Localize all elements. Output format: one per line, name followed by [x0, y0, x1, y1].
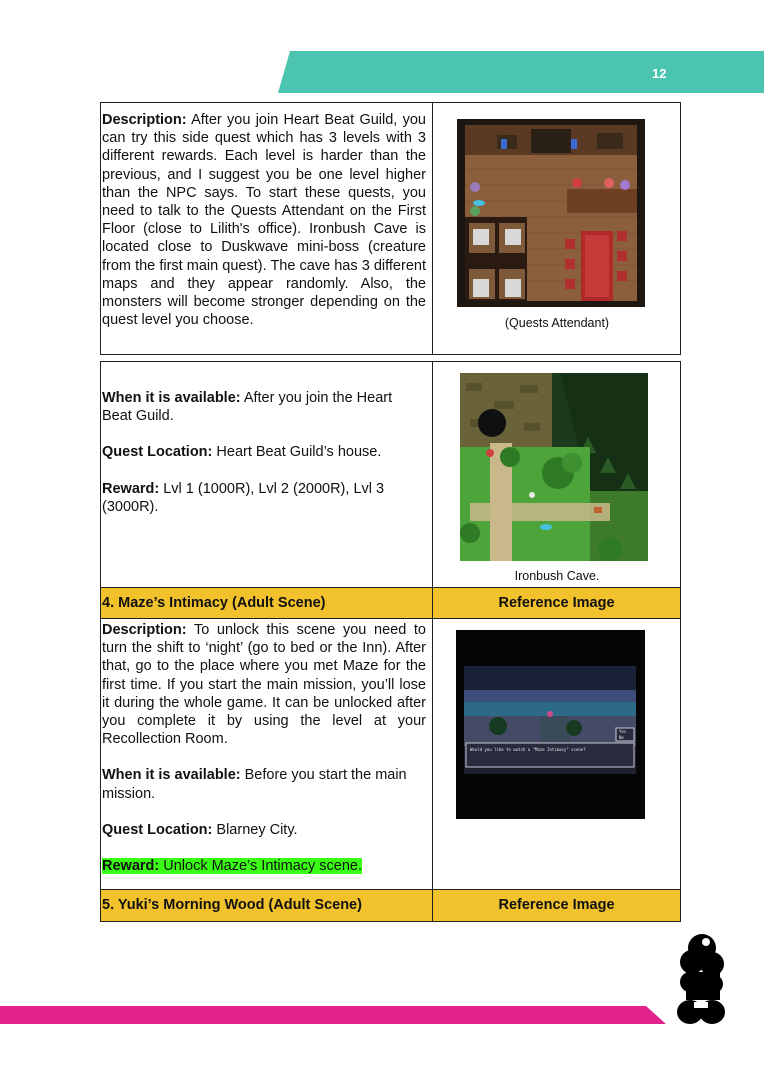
- page-header-banner: [278, 51, 764, 93]
- reward-text: Lvl 1 (1000R), Lvl 2 (2000R), Lvl 3 (3000R).: [102, 480, 385, 515]
- section-5-title: [101, 890, 432, 921]
- section-4-location-text: Blarney City.: [212, 821, 298, 838]
- reward-label: Reward:: [102, 480, 160, 497]
- when-available-line: [102, 389, 422, 425]
- table-row-divider: [100, 618, 681, 619]
- reward-line: [102, 480, 422, 516]
- section-4-available-label: When it is available:: [102, 767, 241, 784]
- section-4-title-text: 4. Maze’s Intimacy (Adult Scene): [102, 595, 326, 611]
- section-4-availability: [102, 766, 426, 802]
- table-divider: [432, 361, 433, 922]
- section-4-description-text: To unlock this scene you need to turn the shift to ‘night’ (go to bed or the Inn). After that, go to the place where you met Maze for the first time. If you start the main mission, you’ll lose it during the whole game. It can be unlocked after you complete it by using the level at your Recollection Room.: [102, 622, 426, 748]
- page-number: 12: [652, 66, 667, 81]
- availability-cell: [102, 389, 422, 516]
- section-4-reference-header: [433, 588, 680, 618]
- section-5-title-text: 5. Yuki’s Morning Wood (Adult Scene): [102, 897, 362, 913]
- quest-location-label: Quest Location:: [102, 444, 213, 461]
- section-4-details-cell: [102, 621, 426, 875]
- quests-attendant-screenshot: [457, 119, 645, 307]
- section-4-reward: [102, 857, 426, 875]
- when-available-label: When it is available:: [102, 390, 241, 406]
- description-text: After you join Heart Beat Guild, you can try this side quest which has 3 levels with 3 different rewards. Each level is harder than the previous, and I suggest you be one level higher than the NPC says. To start these quests, you need to talk to the Quests Attendant on the First Floor (close to Lilith's office). Ironbush Cave is located close to Duskwave mini-boss (creature from the first main quest). The cave has 3 different maps and they appear randomly. Also, the monsters will become stronger depending on the quest level you choose.: [102, 112, 426, 329]
- section-4-reward-text: Unlock Maze’s Intimacy scene.: [159, 858, 363, 875]
- section-5-reference-label: Reference Image: [498, 897, 615, 913]
- when-available-text: After you join the Heart Beat Guild.: [102, 390, 393, 425]
- page-footer-bar: [0, 1006, 666, 1024]
- section-4-reward-label: Reward:: [102, 858, 160, 875]
- ironbush-cave-caption: Ironbush Cave.: [514, 569, 600, 583]
- quest-location-text: Heart Beat Guild’s house.: [212, 444, 382, 461]
- section-4-location: [102, 821, 426, 839]
- maze-scene-screenshot: [456, 630, 645, 819]
- section-4-reference-label: Reference Image: [498, 595, 615, 611]
- section-4-title: [101, 588, 432, 618]
- ironbush-cave-screenshot: [460, 373, 648, 561]
- section-4-description-label: Description:: [102, 622, 187, 638]
- description-label: Description:: [102, 112, 187, 128]
- maze-choice-no: No: [619, 735, 624, 740]
- maze-dialog-text: Would you like to watch a "Maze Intimacy" scene?: [470, 747, 586, 752]
- section-5-reference-header: [433, 890, 680, 921]
- maze-choice-yes: Yes: [619, 729, 627, 734]
- description-cell: [102, 111, 426, 329]
- section-4-available-text: Before you start the main mission.: [102, 767, 407, 802]
- quests-attendant-caption: (Quests Attendant): [504, 316, 610, 330]
- section-4-description: [102, 621, 426, 748]
- section-4-location-label: Quest Location:: [102, 821, 213, 838]
- quest-location-line: [102, 443, 422, 461]
- mascot-silhouette-logo: [674, 932, 728, 1026]
- table-divider: [432, 102, 433, 355]
